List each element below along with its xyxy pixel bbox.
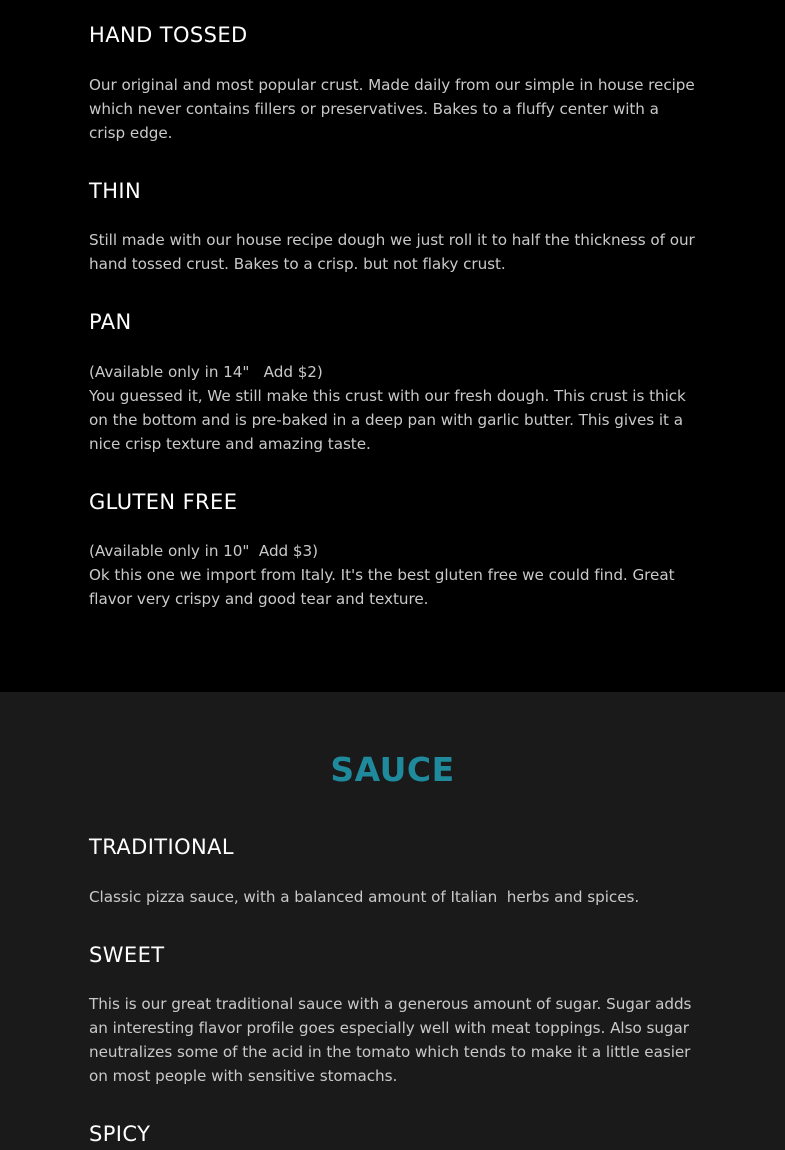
crust-description-pan — [89, 360, 699, 456]
sauce-description-sweet — [89, 992, 699, 1088]
crust-availability-note: (Available only in 10" Add $3) — [89, 542, 319, 560]
sauce-description-text: Classic pizza sauce, with a balanced amount of Italian herbs and spices. — [89, 888, 640, 906]
sauce-section-title: SAUCE — [330, 750, 455, 789]
crust-availability-note: (Available only in 14" Add $2) — [89, 363, 323, 381]
crust-heading-pan: PAN — [89, 310, 132, 334]
crust-heading-gluten-free: GLUTEN FREE — [89, 490, 238, 514]
sauce-section — [0, 692, 785, 1150]
sauce-heading-sweet: SWEET — [89, 943, 165, 967]
crust-description-text: Ok this one we import from Italy. It's the best gluten free we could find. Great flavor very crispy and good tear and texture. — [89, 566, 675, 608]
crust-heading-hand-tossed: HAND TOSSED — [89, 23, 248, 47]
crust-description-thin — [89, 228, 699, 276]
crust-description-gluten-free — [89, 539, 699, 611]
crust-heading-thin: THIN — [89, 179, 142, 203]
crust-description-text: You guessed it, We still make this crust with our fresh dough. This crust is thick on the bottom and is pre-baked in a deep pan with garlic butter. This gives it a nice crisp texture and amazing taste. — [89, 387, 686, 453]
crust-description-hand-tossed — [89, 73, 699, 145]
sauce-description-text: This is our great traditional sauce with a generous amount of sugar. Sugar adds an interesting flavor profile goes especially well with meat toppings. Also sugar neutralizes some of the acid in the tomato which tends to make it a little easier on most people with sensitive stomachs. — [89, 995, 692, 1085]
crust-description-text: Our original and most popular crust. Made daily from our simple in house recipe which never contains fillers or preservatives. Bakes to a fluffy center with a crisp edge. — [89, 76, 695, 142]
crust-description-text: Still made with our house recipe dough we just roll it to half the thickness of our hand tossed crust. Bakes to a crisp. but not flaky crust. — [89, 231, 695, 273]
sauce-heading-spicy: SPICY — [89, 1122, 151, 1146]
sauce-description-traditional — [89, 885, 699, 909]
sauce-heading-traditional: TRADITIONAL — [89, 835, 235, 859]
